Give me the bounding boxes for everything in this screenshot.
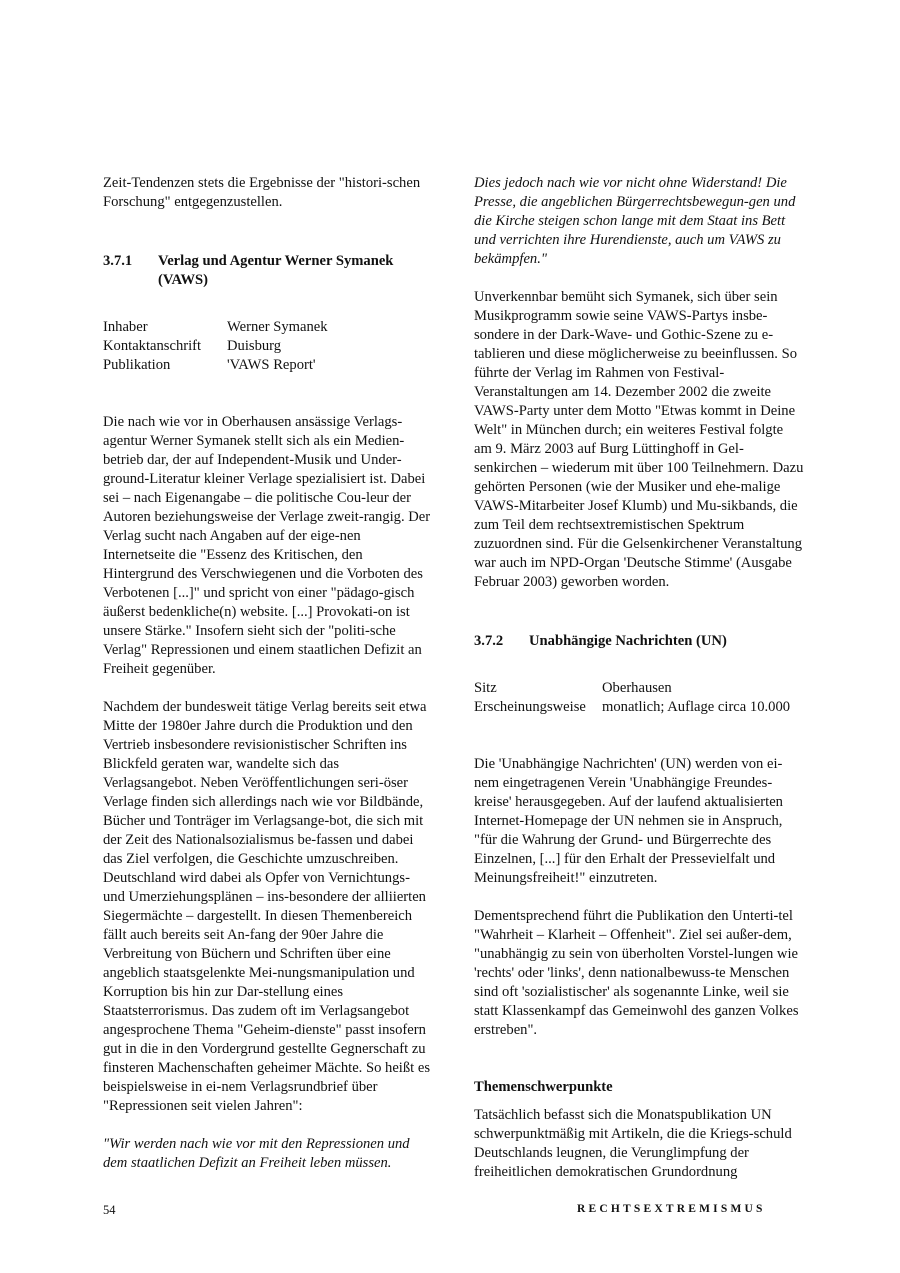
section-title: Verlag und Agentur Werner Symanek (VAWS): [158, 253, 394, 288]
info-label: Erscheinungsweise: [474, 699, 586, 715]
info-value: Oberhausen: [602, 680, 672, 696]
body-paragraph: Die 'Unabhängige Nachrichten' (UN) werden von ei-nem eingetragenen Verein 'Unabhängige Freundes-kreise' herausgegeben. Auf der laufend aktualisierten Internet-Homepage der UN nehmen sie in Anspruch, "für die Wahrung der Grund- und Bürgerrechte des Einzelnen, [...] für den Erhalt der Pressevielfalt und Meinungsfreiheit!" einzutreten.: [474, 756, 783, 886]
info-label: Sitz: [474, 680, 497, 696]
section-number: 3.7.1: [103, 253, 133, 269]
info-row: [103, 318, 431, 337]
info-row: [103, 356, 431, 375]
section-number: 3.7.2: [474, 633, 504, 649]
body-paragraph: Unverkennbar bemüht sich Symanek, sich über sein Musikprogramm sowie seine VAWS-Partys insbe-sondere in der Dark-Wave- und Gothic-Szene zu e-tablieren und diese möglicherweise zu beeinflussen. So führte der Verlag im Rahmen von Festival-Veranstaltungen am 14. Dezember 2002 die zweite VAWS-Party unter dem Motto "Etwas kommt in Deine Welt" in München durch; ein weiteres Festival folgte am 9. März 2003 auf Burg Lüttinghoff in Gel-senkirchen – wiederum mit über 100 Teilnehmern. Dazu gehörten Personen (wie der Musiker und ehe-malige VAWS-Mitarbeiter Josef Klumb) und Mu-sikbands, die zum Teil dem rechtsextremistischen Spektrum zuzuordnen sind. Für die Gelsenkirchener Veranstaltung war auch im NPD-Organ 'Deutsche Stimme' (Ausgabe Februar 2003) geworben worden.: [474, 289, 804, 590]
page-number: 54: [103, 1203, 116, 1217]
running-title: RECHTSEXTREMISMUS: [577, 1203, 766, 1215]
quote-paragraph: "Wir werden nach wie vor mit den Repressionen und dem staatlichen Defizit an Freiheit leben müssen.: [103, 1136, 410, 1171]
left-column: [103, 174, 431, 1173]
body-paragraph: Dementsprechend führt die Publikation den Unterti-tel "Wahrheit – Klarheit – Offenheit". Ziel sei außer-dem, "unabhängig zu sein von überholten Vorstel-lungen wie 'rechts' oder 'links', denn nationalbewuss-te Menschen sind oft 'sozialistischer' als sogenannte Linke, weil sie statt Klassenkampf das Gemeinwohl des ganzen Volkes erstreben".: [474, 908, 799, 1038]
info-table: [474, 679, 804, 717]
info-label: Inhaber: [103, 319, 148, 335]
body-paragraph: Tatsächlich befasst sich die Monatspublikation UN schwerpunktmäßig mit Artikeln, die die Kriegs-schuld Deutschlands leugnen, die Verunglimpfung der freiheitlichen demokratischen Grundordnung: [474, 1107, 792, 1180]
section-heading-3-7-1: [103, 252, 431, 290]
info-value: Duisburg: [227, 338, 282, 354]
info-row: [103, 337, 431, 356]
info-row: [474, 698, 804, 717]
body-paragraph: Die nach wie vor in Oberhausen ansässige Verlags-agentur Werner Symanek stellt sich als ein Medien-betrieb dar, der auf Independent-Musik und Under-ground-Literatur kleiner Verlage spezialisiert ist. Dabei sei – nach Eigenangabe – die politische Cou-leur der Autoren beziehungsweise der Verlage zweit-rangig. Der Verlag sucht nach Angaben auf der eige-nen Internetseite die "Essenz des Kritischen, den Hintergrund des Verschwiegenen und die Vorboten des Verbotenen [...]" und spricht von einer "pädago-gisch äußerst bedenkliche(n) website. [...] Provokati-on ist unsere Stärke." Insofern sieht sich der "politi-sche Verlag" Repressionen und einem staatlichen Defizit an Freiheit gegenüber.: [103, 414, 431, 677]
right-column: [474, 174, 804, 1182]
info-label: Publikation: [103, 357, 171, 373]
info-value: monatlich; Auflage circa 10.000: [602, 699, 791, 715]
info-table: [103, 318, 431, 375]
info-label: Kontaktanschrift: [103, 338, 202, 354]
body-paragraph: Nachdem der bundesweit tätige Verlag bereits seit etwa Mitte der 1980er Jahre durch die Produktion und den Vertrieb insbesondere revisionistischer Schriften ins Blickfeld geraten war, wandelte sich das Verlagsangebot. Neben Veröffentlichungen seri-öser Verlage finden sich allerdings nach wie vor Bildbände, Bücher und Tonträger im Verlagsange-bot, die sich mit der Zeit des Nationalsozialismus be-fassen und dabei das Ziel verfolgen, die Geschichte umzuschreiben. Deutschland wird dabei als Opfer von Vernichtungs- und Umerziehungsplänen – ins-besondere der alliierten Siegermächte – dargestellt. In diesen Themenbereich fällt auch bereits seit An-fang der 90er Jahre die Verbreitung von Büchern und Schriften über eine angeblich staatsgelenkte Mei-nungsmanipulation und Korruption bis hin zur Dar-stellung eines Staatsterrorismus. Das zudem oft im Verlagsangebot angesprochene Thema "Geheim-dienste" passt insofern gut in die in den Vordergrund gestellte Gegnerschaft zu finsteren Machenschaften geheimer Mächte. So heißt es beispielsweise in ei-nem Verlagsrundbrief über "Repressionen seit vielen Jahren":: [103, 699, 431, 1114]
info-value: 'VAWS Report': [227, 357, 316, 373]
intro-paragraph: Zeit-Tendenzen stets die Ergebnisse der "histori-schen Forschung" entgegenzustellen.: [103, 175, 421, 210]
subheading: Themenschwerpunkte: [474, 1079, 613, 1095]
quote-continuation: Dies jedoch nach wie vor nicht ohne Widerstand! Die Presse, die angeblichen Bürgerrechtsbewegun-gen und die Kirche steigen schon lange mit dem Staat ins Bett und verrichten ihre Hurendienste, auch um VAWS zu bekämpfen.": [474, 175, 796, 267]
info-row: [474, 679, 804, 698]
info-value: Werner Symanek: [227, 319, 328, 335]
section-title: Unabhängige Nachrichten (UN): [529, 633, 727, 649]
section-heading-3-7-2: [474, 632, 804, 651]
